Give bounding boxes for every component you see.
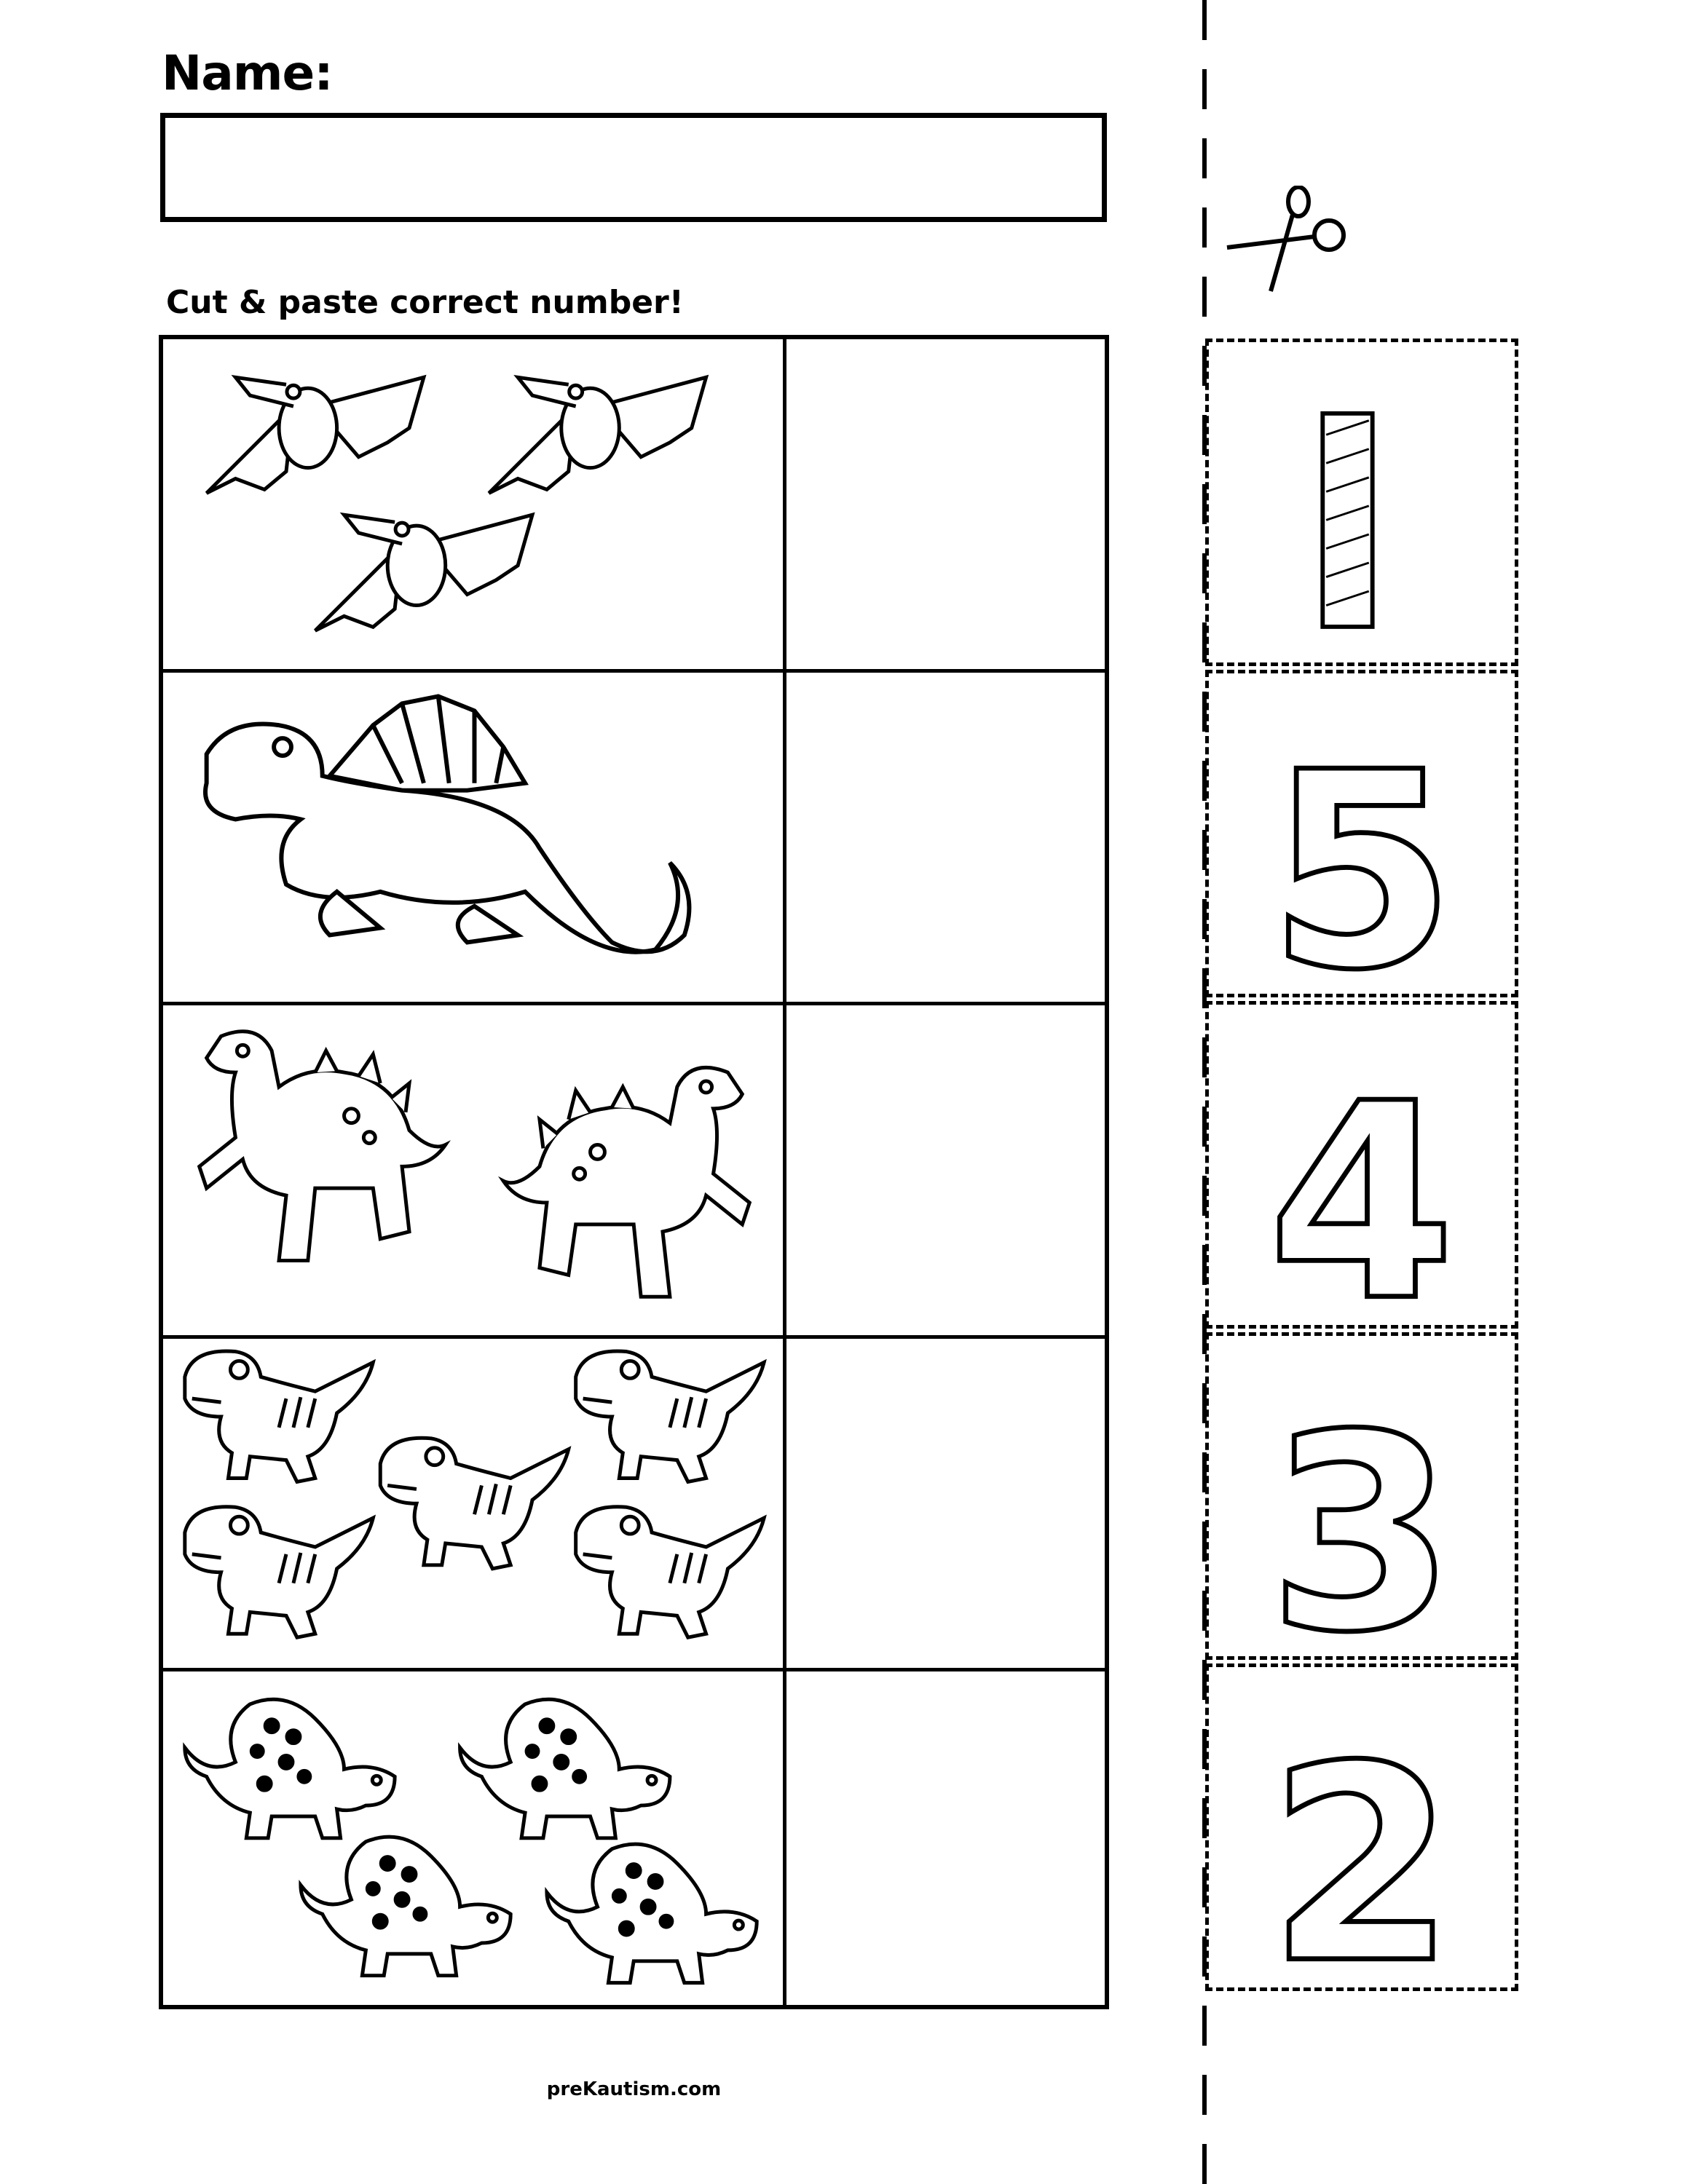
answer-box-1[interactable] bbox=[786, 339, 1105, 673]
picture-cell-4 bbox=[163, 1339, 786, 1672]
picture-cell-5 bbox=[163, 1671, 786, 2005]
svg-text:4: 4 bbox=[1267, 1045, 1456, 1325]
answer-box-2[interactable] bbox=[786, 673, 1105, 1006]
name-label: Name: bbox=[162, 45, 333, 101]
number-card-1[interactable] bbox=[1205, 339, 1518, 666]
footer-url: preKautism.com bbox=[546, 2078, 722, 2100]
picture-cell-3 bbox=[163, 1005, 786, 1339]
spinosaurus-icon bbox=[163, 673, 783, 1002]
number-cards bbox=[1205, 339, 1518, 1995]
picture-cell-2 bbox=[163, 673, 786, 1006]
stegosaurus-pair-icon bbox=[163, 1005, 783, 1335]
answer-box-3[interactable] bbox=[786, 1005, 1105, 1339]
answer-box-5[interactable] bbox=[786, 1671, 1105, 2005]
number-card-5[interactable] bbox=[1205, 670, 1518, 997]
spotted-dino-group-icon bbox=[163, 1671, 783, 2005]
name-field[interactable] bbox=[160, 113, 1107, 222]
number-card-4[interactable] bbox=[1205, 1001, 1518, 1329]
number-card-3[interactable] bbox=[1205, 1332, 1518, 1660]
pterodactyl-group-icon bbox=[163, 339, 783, 669]
t-rex-group-icon bbox=[163, 1339, 783, 1669]
counting-grid bbox=[159, 335, 1109, 2009]
svg-text:3: 3 bbox=[1267, 1376, 1456, 1656]
picture-cell-1 bbox=[163, 339, 786, 673]
number-card-2[interactable] bbox=[1205, 1663, 1518, 1991]
answer-box-4[interactable] bbox=[786, 1339, 1105, 1672]
scissors-icon bbox=[1220, 186, 1351, 295]
instruction-text: Cut & paste correct number! bbox=[166, 284, 684, 321]
number-1-glyph bbox=[1209, 342, 1515, 662]
svg-text:2: 2 bbox=[1267, 1707, 1456, 1987]
svg-text:5: 5 bbox=[1267, 713, 1456, 994]
